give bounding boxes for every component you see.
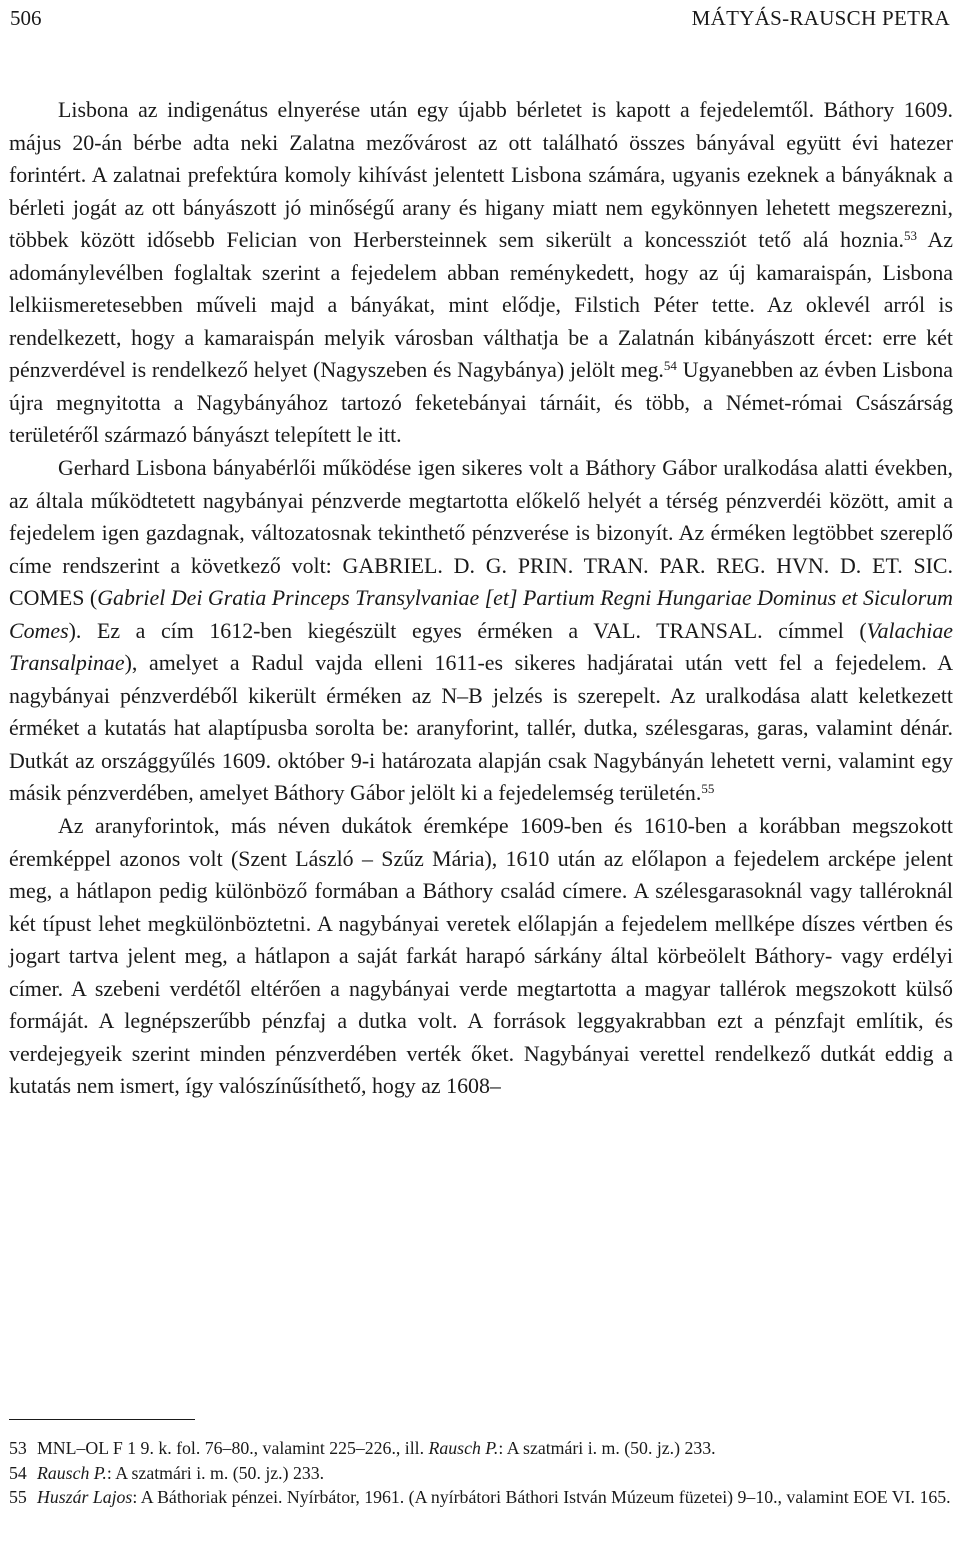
text-run: : A szatmári i. m. (50. jz.) 233.: [106, 1462, 325, 1483]
text-run: ). Ez a cím 1612-ben kiegészült egyes érméken a VAL. TRANSAL. címmel (: [68, 617, 867, 643]
page-header: [10, 6, 950, 38]
running-head: MÁTYÁS-RAUSCH PETRA: [691, 6, 950, 30]
footnotes: [9, 1436, 953, 1510]
footnote-ref-55[interactable]: 55: [701, 781, 715, 797]
text-run: Ugyanebben az évben Lisbona újra megnyitotta a Nagybányához tartozó feketebányai tárnáit, és több, a Német-római Császárság területéről származó bányászt telepített le itt.: [9, 357, 954, 448]
footnote-number: 53: [9, 1438, 27, 1458]
text-run: MNL–OL F 1 9. k. fol. 76–80., valamint 225–226., ill.: [37, 1438, 429, 1458]
footnote-number: 54: [9, 1462, 27, 1483]
text-run: Az aranyforintok, más néven dukátok éremképe 1609-ben és 1610-ben a korábban megszokott éremképpel azonos volt (Szent László – Szűz Mária), 1610 után az előlapon a fejedelem arcképe jelent meg, a hátlapon pedig különböző formában a Báthory család címere. A szélesgarasoknál vagy talléroknál két típust lehet megkülönböztetni. A nagybányai veretek előlapján a fejedelem mellképe díszes vértben és jogart tartva jelent meg, a hátlapon a saját farkát harapó sárkány által körbeölelt Báthory- vagy erdélyi címer. A szebeni verdétől eltérően a nagybányai verde megtartotta a magyar tallérok megszokott külső formáját. A legnépszerűbb pénzfaj a dutka volt. A források leggyakrabban ezt a pénzfajt említik, és verdejegyeik szerint minden pénzverdében verték őket. Nagybányai verettel rendelkező dutkát eddig a kutatás nem ismert, így valószínűsíthető, hogy az 1608–: [9, 813, 953, 1099]
text-run: Az adománylevélben foglaltak szerint a fejedelem abban reménykedett, hogy az új kamaraispán, Lisbona lelkiismeretesebben műveli majd a bányákat, mint elődje, Filstich Péter tette. Az oklevél arról is rendelkezett, hogy a kamaraispán melyik városban válthatja be a Zalatnán kibányászott ércet: erre két pénzverdével is rendelkező helyet (Nagyszeben és Nagybánya) jelölt meg.: [9, 227, 953, 383]
text-run: Gerhard Lisbona bányabérlői működése igen sikeres volt a Báthory Gábor uralkodása alatti években, az általa működtetett nagybányai pénzverde megtartotta előkelő helyét a térség pénzverdéi között, amit a fejedelem igen gazdagnak, változatosnak tekinthető pénzverése is bizonyít. Az érméken legtöbbet szereplő címe rendszerint a következő volt: GABRIEL. D. G. PRIN. TRAN. PAR. REG. HVN. D. ET. SIC. COMES (: [9, 455, 953, 611]
italic-text-run: Valachiae Transalpinae: [9, 617, 953, 676]
page-number: 506: [10, 6, 42, 30]
text-run: ), amelyet a Radul vajda elleni 1611-es sikeres hadjáratai után vett fel a fejedelem. A nagybányai pénzverdéből kikerült érméken az N–B jelzés is szerepelt. Az uralkodása alatt keletkezett érméket a kutatás hat alaptípusba sorolta be: aranyforint, tallér, dutka, szélesgaras, garas, valamint dénár. Dutkát az országgyűlés 1609. október 9-i határozata alapján csak Nagybányán lehetett verni, valamint egy másik pénzverdében, amelyet Báthory Gábor jelölt ki a fejedelemség területén.: [9, 650, 953, 806]
body-text: [9, 94, 953, 1103]
footnote-55: [9, 1485, 953, 1510]
italic-text-run: Huszár Lajos: [37, 1487, 133, 1507]
text-run: Lisbona az indigenátus elnyerése után egy újabb bérletet is kapott a fejedelemtől. Báthory 1609. május 20-án bérbe adta neki Zalatna mezővárost az ott található összes bányával együtt évi hatezer forintért. A zalatnai prefektúra komoly kihívást jelentett Lisbona számára, ugyanis ezeknek a bányáknak a bérleti jogát az ott bányászott jó minőségű arany és higany miatt nem egykönnyen lehetett megszerezni, többek között idősebb Felician von Herbersteinnek sem sikerült a koncessziót tető alá hoznia.: [9, 97, 953, 253]
italic-text-run: Rausch P.: [37, 1462, 107, 1483]
footnote-text: [37, 1461, 953, 1486]
footnote-ref-54[interactable]: 54: [663, 358, 677, 374]
footnote-54: [9, 1461, 953, 1486]
footnote-ref-53[interactable]: 53: [903, 228, 917, 244]
italic-text-run: Rausch P.: [428, 1438, 499, 1458]
footnote-text: [37, 1436, 953, 1461]
footnote-number: 55: [9, 1487, 27, 1507]
paragraph: [9, 810, 953, 1103]
text-run: : A Báthoriak pénzei. Nyírbátor, 1961. (A nyírbátori Báthori István Múzeum füzetei) 9–10., valamint EOE VI. 165.: [132, 1487, 951, 1507]
text-run: : A szatmári i. m. (50. jz.) 233.: [498, 1438, 716, 1458]
footnote-53: [9, 1436, 953, 1461]
paragraph: [9, 452, 953, 810]
paragraph: [9, 94, 953, 452]
footnote-separator: [9, 1419, 195, 1420]
footnote-text: [37, 1485, 953, 1510]
italic-text-run: Gabriel Dei Gratia Princeps Transylvaniae [et] Partium Regni Hungariae Dominus et Siculorum Comes: [9, 585, 953, 643]
